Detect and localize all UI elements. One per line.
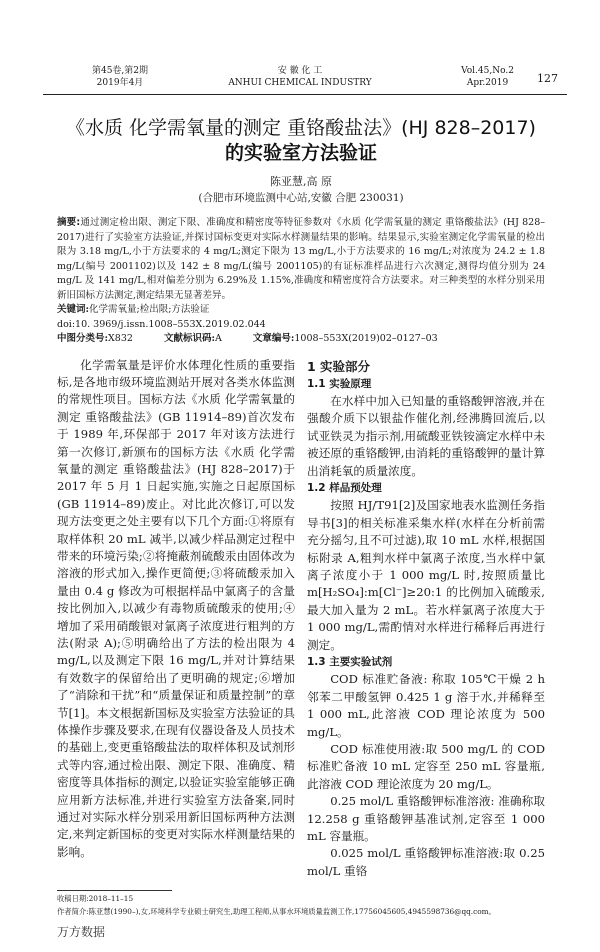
subsection-heading: 1.1 实验原理 bbox=[307, 377, 372, 390]
footnote-rule bbox=[57, 890, 172, 891]
subsection-heading: 1.3 主要实验试剂 bbox=[307, 656, 393, 668]
date-en-text: Apr.2019 bbox=[466, 78, 509, 88]
classification-line bbox=[57, 332, 545, 347]
article-value: 1008–553X(2019)02–0127–03 bbox=[294, 333, 438, 344]
keywords-label: 关键词: bbox=[57, 304, 90, 315]
paragraph: 在水样中加入已知量的重铬酸钾溶液,并在强酸介质下以银盐作催化剂,经沸腾回流后,以试亚铁灵为指示剂,用硫酸亚铁铵滴定水样中未被还原的重铬酸钾,由消耗的重铬酸钾的量计算出消耗氧的质量浓度。 bbox=[307, 393, 545, 478]
right-column bbox=[307, 357, 545, 881]
subsection-heading: 1.2 样品预处理 bbox=[307, 481, 382, 494]
doi: doi:10. 3969/j.issn.1008–553X.2019.02.044 bbox=[57, 318, 266, 330]
affiliation: (合肥市环境监测中心站,安徽 合肥 230031) bbox=[198, 192, 404, 204]
keywords-text: 化学需氧量;检出限;方法验证 bbox=[89, 304, 210, 315]
paragraph: 按照 HJ/T91[2]及国家地表水监测任务指导书[3]的相关标准采集水样(水样在分析前需充分摇匀,且不可过滤),取 10 mL 水样,根据国标附录 A,粗判水样中氯离子浓度,当水样中氯离子浓度小于 1 000 mg/L 时,按照质量比 m[H₂SO₄]:m[Cl⁻]≥20:1 的比例加入硫酸汞,最大加入量为 2 mL。若水样氯离子浓度大于 1 000 mg/L,需酌情对水样进行稀释后再进行测定。 bbox=[307, 498, 545, 652]
abstract bbox=[57, 216, 545, 303]
date-text: 2019年4月 bbox=[96, 78, 144, 88]
page-number: 127 bbox=[537, 72, 558, 85]
abstract-label: 摘要: bbox=[57, 217, 81, 228]
watermark: 万方数据 bbox=[57, 925, 106, 940]
volume-en-text: Vol.45,No.2 bbox=[461, 66, 514, 76]
received-date: 收稿日期:2018–11–15 bbox=[57, 894, 134, 904]
author-bio: 作者简介:陈亚慧(1990–),女,环境科学专业硕士研究生,助理工程师,从事水环境质量监测工作,17756045605,4945598736@qq.com。 bbox=[57, 907, 496, 917]
clc-label: 中图分类号: bbox=[57, 333, 109, 344]
title-line-1: 《水质 化学需氧量的测定 重铬酸盐法》(HJ 828–2017) bbox=[66, 117, 536, 139]
clc-value: X832 bbox=[108, 333, 133, 344]
section-heading: 1 实验部分 bbox=[307, 358, 371, 374]
paragraph: 0.25 mol/L 重铬酸钾标准溶液: 准确称取 12.258 g 重铬酸钾基准试剂,定容至 1 000 mL 容量瓶。 bbox=[307, 794, 545, 844]
paragraph: COD 标准贮备液: 称取 105℃干燥 2 h 邻苯二甲酸氢钾 0.425 1 g 溶于水,并稀释至 1 000 mL,此溶液 COD 理论浓度为 500 mg/L。 bbox=[307, 672, 545, 739]
paper-title bbox=[57, 116, 545, 166]
authors: 陈亚慧,高 原 bbox=[270, 175, 332, 188]
doccode-value: A bbox=[214, 333, 222, 344]
paragraph: COD 标准使用液:取 500 mg/L 的 COD 标准贮备液 10 mL 定容至 250 mL 容量瓶,此溶液 COD 理论浓度为 20 mg/L。 bbox=[307, 742, 545, 791]
title-line-2: 的实验室方法验证 bbox=[224, 142, 377, 164]
body-columns bbox=[57, 357, 545, 881]
paragraph: 0.025 mol/L 重铬酸钾标准溶液:取 0.25 mol/L 重铬 bbox=[307, 846, 545, 878]
intro-paragraph: 化学需氧量是评价水体理化性质的重要指标,是各地市级环境监测站开展对各类水体监测的常规性项目。国标方法《水质 化学需氧量的测定 重铬酸盐法》(GB 11914–89)首次发布于 1989 年,环保部于 2017 年对该方法进行第一次修订,新颁布的国标方法《水质 化学需氧量的测定 重铬酸盐法》(HJ 828–2017)于 2017 年 5 月 1 日起实施,实施之日起原国标(GB 11914–89)废止。对比此次修订,可以发现方法变更之处主要有以下几个方面:①将原有取样体积 20 mL 减半,以减少样品测定过程中带来的环境污染;②将掩蔽剂硫酸汞由固体改为溶液的形式加入,操作更简便;③将硫酸汞加入量由 0.4 g 修改为可根据样品中氯离子的含量按比例加入,以减少有毒物质硫酸汞的使用;④增加了采用硝酸银对氯离子浓度进行粗判的方法(附录 A);⑤明确给出了方法的检出限为 4 mg/L,以及测定下限 16 mg/L,并对计算结果有效数字的保留给出了更明确的规定;⑥增加了“消除和干扰”和“质量保证和质量控制”的章节[1]。本文根据新国标及实验室方法验证的具体操作步骤及要求,在现有仪器设备及人员技术的基础上,变更重铬酸盐法的取样体积及试剂形式等内容,通过检出限、测定下限、准确度、精密度等具体指标的测定,以验证实验室能够正确应用新方法标准,并进行实验室方法备案,同时通过对实际水样分别采用新旧国标两种方法测定,来判定新国标的变更对实际水样测量结果的影响。 bbox=[57, 357, 295, 859]
article-label: 文章编号: bbox=[252, 333, 295, 344]
keywords bbox=[57, 303, 545, 318]
volume-text: 第45卷,第2期 bbox=[91, 66, 149, 76]
doccode-label: 文献标识码: bbox=[163, 333, 215, 344]
abstract-text: 通过测定检出限、测定下限、准确度和精密度等特征参数对《水质 化学需氧量的测定 重铬酸盐法》(HJ 828–2017)进行了实验室方法验证,并探讨国标变更对实际水样测量结果的影响。结果显示,实验室测定化学需氧量的检出限为 3.18 mg/L,小于方法要求的 4 mg/L;测定下限为 13 mg/L,小于方法要求的 16 mg/L;对浓度为 24.2 ± 1.8 mg/L(编号 2001102)以及 142 ± 8 mg/L(编号 2001105)的有证标准样品进行六次测定,测得均值分别为 24 mg/L 及 141 mg/L,相对偏差分别为 6.29%及 1.15%,准确度和精密度符合方法要求。对三种类型的水样分别采用新旧国标方法测定,测定结果无显著差异。 bbox=[57, 217, 545, 301]
left-column bbox=[57, 357, 295, 862]
journal-cn: 安 徽 化 工 bbox=[277, 66, 323, 76]
journal-en: ANHUI CHEMICAL INDUSTRY bbox=[228, 78, 372, 88]
